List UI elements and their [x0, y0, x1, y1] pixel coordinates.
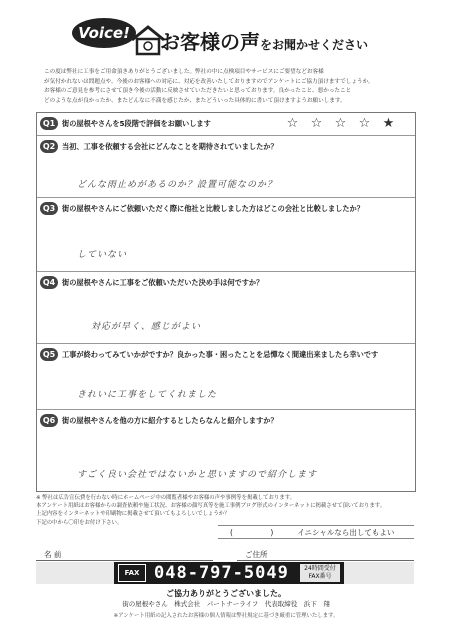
rating-stars[interactable]: [285, 116, 396, 131]
note-line: 本アンケート用紙はお客様からの調査依頼や施工状況、お客様の顔写真等を施工事例ブログ形式のインターネットに掲載させて頂いております。: [36, 503, 386, 510]
signature-row: [36, 541, 414, 561]
question-number: Q2: [40, 140, 58, 153]
initials-label: イニシャルなら出してもよい: [297, 527, 395, 537]
intro-line: この度は弊社に工事をご用命頂きありがとうございました。弊社の中に点検項目やサービスにご要望などお客様: [44, 69, 324, 75]
star-icon[interactable]: ☆: [358, 116, 371, 131]
intro-line: が気付かれないは問題点や、今後のお客様への対応に、対応を改善いたしておりますのでアンケートにご協力頂けますでしょうか。: [44, 78, 374, 85]
fax-side-right: [344, 562, 414, 584]
question-number: Q3: [40, 202, 58, 215]
fax-number: 048-797-5049: [154, 563, 289, 583]
company-line: 街の屋根やさん 株式会社 パートナーライフ 代表取締役 浜下 翔: [122, 600, 330, 608]
answer-q2: どんな雨止めがあるのか？設置可能なのか？: [77, 180, 278, 190]
question-text: 工事が終わってみていかがですか？良かった事・困ったことを忌憚なく間違出来ましたら幸いです: [62, 349, 379, 359]
question-number: Q5: [40, 348, 58, 361]
question-row-q2: [37, 135, 415, 198]
question-number: Q4: [40, 276, 58, 289]
note-line: ※ 弊社は広告宣伝費を行わない時にホームページ中の閲覧者様やお客様の声や事例等を掲載しております。: [36, 495, 296, 501]
intro-line: お客様のご意見を参考にさせて頂き今後の活動に反映させていただきたいと思っております。良かったこと、悪かったこと: [44, 88, 352, 94]
fax-hours-line2: FAX番号: [308, 573, 332, 580]
answer-q6: すごく良い会社ではないかと思いますので紹介します: [77, 470, 318, 480]
privacy-note: ※アンケート用紙の記入されたお客様の個人情報は弊社規定に基づき厳重に管理いたします。: [113, 613, 339, 619]
fax-hours-line1: 24時間受付: [304, 565, 336, 572]
publication-notes: [36, 494, 416, 527]
address-label: ご住所: [245, 550, 268, 559]
question-row-q6: [37, 409, 415, 491]
answer-q5: きれいに工事をしてくれました: [77, 390, 218, 400]
question-row-q1: [37, 113, 415, 136]
fax-side-left: [36, 562, 114, 584]
intro-line: どのような点が良かったか、またどんなに不満を感じたか、またどういった具体的に書いて頂けますようお願いします。: [44, 97, 346, 104]
intro-text: [44, 68, 416, 106]
questionnaire-frame: [36, 112, 416, 492]
fax-hours-badge: [300, 564, 340, 582]
initials-paren[interactable]: ( ): [230, 527, 274, 537]
fax-bar: [114, 562, 344, 584]
question-text: 街の屋根やさんを5段階で評価をお願いします: [62, 118, 211, 128]
page-title: [160, 26, 368, 55]
note-line: 上記内容をインターネットや印刷物に掲載させて頂いてもよろしいでしょうか？: [36, 511, 230, 518]
answer-q3: していない: [77, 250, 128, 260]
question-row-q4: [37, 271, 415, 344]
question-text: 街の屋根やさんに工事をご依頼いただいた決め手は何ですか？: [62, 277, 264, 287]
page-title-main: お客様の声: [160, 30, 260, 54]
thanks-text: ご協力ありがとうございました。: [166, 589, 286, 598]
address-field[interactable]: [237, 546, 414, 561]
question-text: 街の屋根やさんを他の方に紹介するとしたらなんと紹介しますか？: [62, 415, 278, 425]
question-text: 当初、工事を依頼する会社にどんなことを期待されていましたか？: [62, 141, 278, 151]
answer-q4: 対応が早く、感じがよい: [91, 322, 201, 332]
star-icon-selected[interactable]: ★: [382, 116, 395, 131]
question-number: Q1: [40, 117, 58, 130]
question-row-q5: [37, 343, 415, 410]
note-line: 下記の中から〇印をお付け下さい。: [36, 519, 123, 526]
name-field[interactable]: [36, 546, 213, 561]
initials-option[interactable]: [218, 525, 414, 539]
name-label: 名 前: [44, 550, 62, 559]
question-text: 街の屋根やさんにご依頼いただく際に他社と比較しました方はどこの会社と比較しましたか？: [62, 203, 364, 213]
question-number: Q6: [40, 414, 58, 427]
star-icon[interactable]: ☆: [286, 116, 299, 131]
star-icon[interactable]: ☆: [310, 116, 323, 131]
page-title-sub: をお聞かせください: [260, 38, 369, 52]
star-icon[interactable]: ☆: [334, 116, 347, 131]
fax-label: FAX: [118, 564, 146, 582]
question-row-q3: [37, 197, 415, 272]
voice-badge: Voice!: [72, 18, 136, 48]
